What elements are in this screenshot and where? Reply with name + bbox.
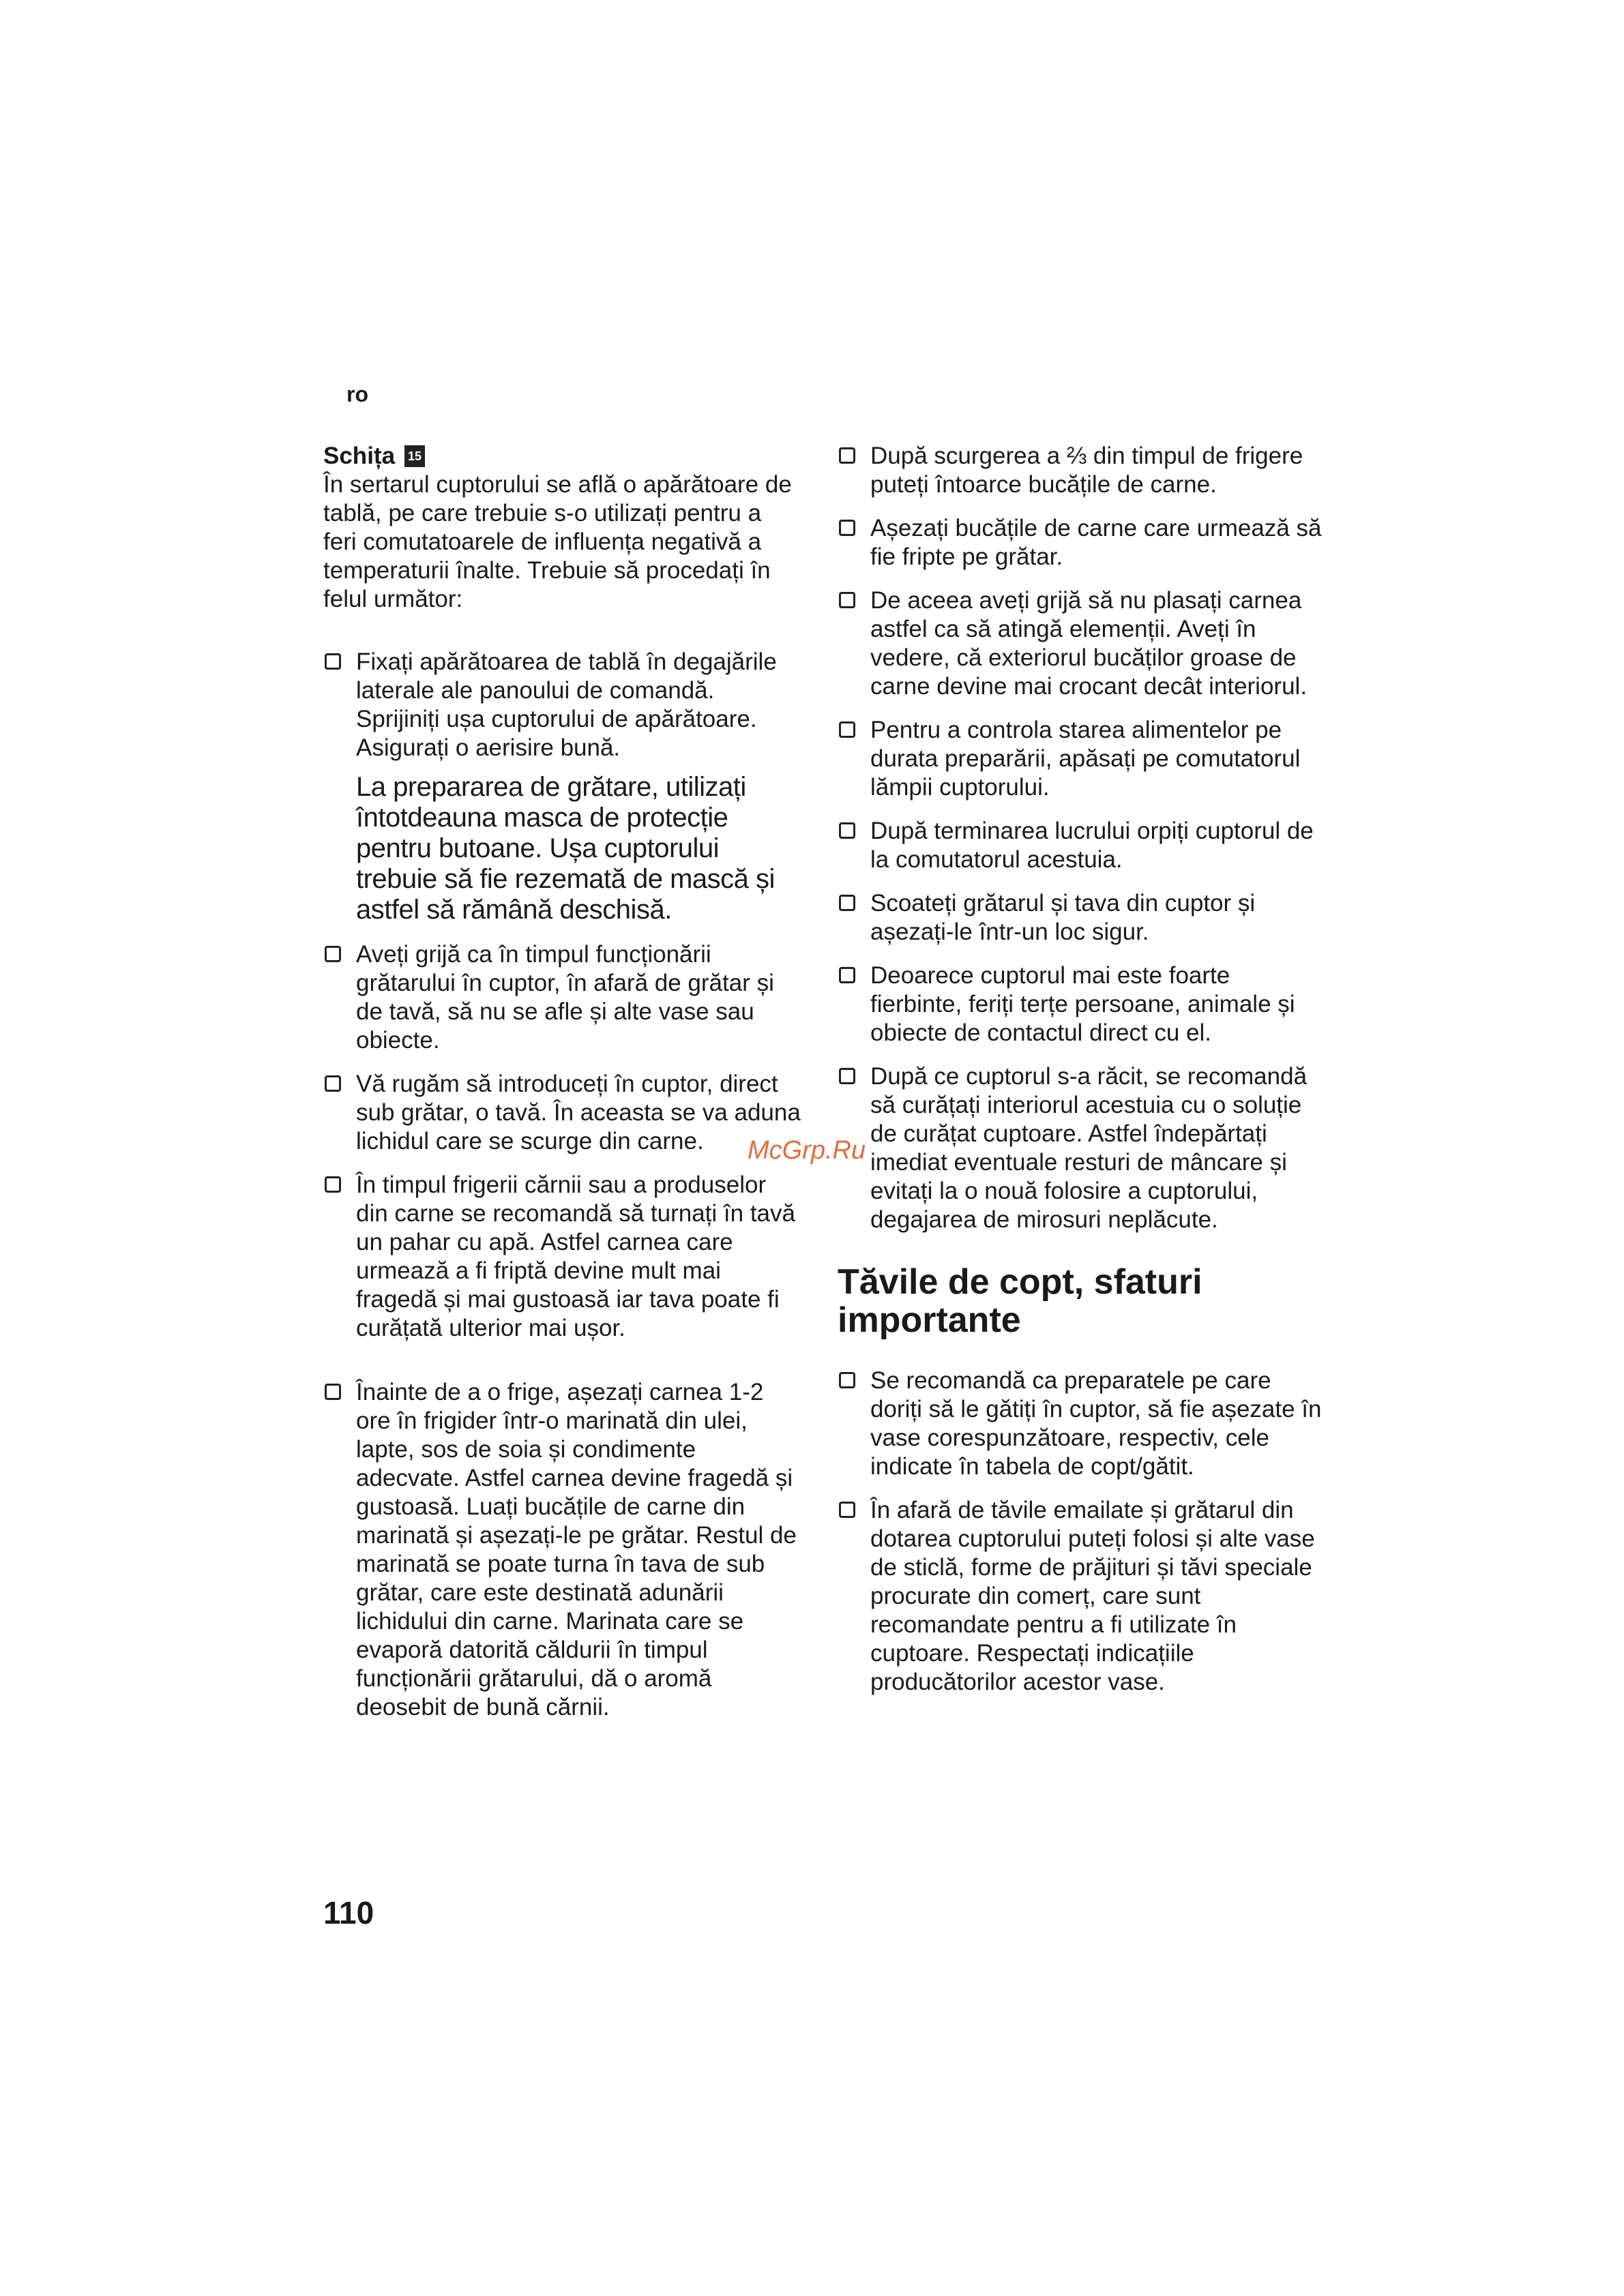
list-item: [323, 1171, 801, 1343]
item-text: Înainte de a o frige, așezați carnea 1-2 ore în frigider într-o marinată din ulei, lapte, sos de soia și condimente adecvate. Astfel carnea devine fragedă și gustoasă. Luați bucățile de carne din marinată și așezați-le pe grătar. Restul de marinată se poate turna în tava de sub grătar, care este destinată adunării lichidului din carne. Marinata care se evaporă datorită căldurii în timpul funcționării grătarului, dă o aromă deosebit de bună cărnii.: [356, 1379, 797, 1720]
list-item: [838, 586, 1323, 701]
heading-text: Schița: [323, 443, 396, 469]
checkbox-bullet-icon: [839, 822, 855, 839]
list-item: [323, 648, 801, 925]
item-text: Scoateți grătarul și tava din cuptor și așezați-le într-un loc sigur.: [870, 890, 1256, 945]
checkbox-bullet-icon: [839, 1068, 855, 1084]
item-text: De aceea aveți grijă să nu plasați carnea astfel ca să atingă elemenții. Aveți în vedere, că exteriorul bucăților groase de carne devine mai crocant decât interiorul.: [870, 587, 1308, 700]
item-text: Fixați apărătoarea de tablă în degajările laterale ale panoului de comandă. Sprijiniți ușa cuptorului de apărătoare.: [356, 648, 777, 732]
checkbox-bullet-icon: [839, 592, 855, 608]
item-text: În timpul frigerii cărnii sau a produselor din carne se recomandă să turnați în tavă un pahar cu apă. Astfel carnea care urmează a fi friptă devine mult mai fragedă și mai gustoasă iar tava poate fi curățată ulterior mai ușor.: [356, 1172, 795, 1341]
item-text: Așezați bucățile de carne care urmează să fie fripte pe grătar.: [870, 515, 1322, 570]
list-item: [838, 817, 1323, 874]
left-column: [323, 442, 801, 1737]
section-heading-schita: [323, 442, 801, 471]
list-item: [838, 1367, 1323, 1481]
checkbox-bullet-icon: [839, 895, 855, 911]
item-text: După terminarea lucrului orpiți cuptorul de la comutatorul acestuia.: [870, 818, 1314, 873]
list-item: [323, 940, 801, 1055]
page-number: 110: [323, 1895, 374, 1930]
item-text: Vă rugăm să introduceți în cuptor, direct sub grătar, o tavă. În aceasta se va aduna lichidul care se scurge din carne.: [356, 1071, 801, 1154]
figure-ref-badge: 15: [404, 445, 425, 467]
item-text: Aveți grijă ca în timpul funcționării grătarului în cuptor, în afară de grătar și de tavă, să nu se afle și alte vase sau obiecte.: [356, 941, 774, 1054]
section-title-tavile: Tăvile de copt, sfaturi importante: [838, 1262, 1202, 1340]
item-text: În afară de tăvile emailate și grătarul din dotarea cuptorului puteți folosi și alte vase de sticlă, forme de prăjituri și tăvi speciale procurate din comerț, care sunt recomandate pentru a fi utilizate în cuptoare. Respectați indicațiile producătorilor acestor vase.: [870, 1497, 1315, 1695]
warning-text: La prepararea de grătare, utilizați întotdeauna masca de protecție pentru butoane. Ușa cuptorului trebuie să fie rezemată de mască și astfel să rămână deschisă.: [356, 772, 775, 925]
checkbox-bullet-icon: [839, 1502, 855, 1518]
list-item: [838, 889, 1323, 946]
checkbox-bullet-icon: [325, 1384, 341, 1400]
checkbox-bullet-icon: [839, 721, 855, 738]
right-column: [838, 442, 1323, 1712]
item-text: După scurgerea a ⅔ din timpul de frigere puteți întoarce bucățile de carne.: [870, 443, 1303, 498]
item-text: Deoarece cuptorul mai este foarte fierbinte, feriți terțe persoane, animale și obiecte de contactul direct cu el.: [870, 962, 1295, 1046]
item-extra-text: Asigurați o aerisire bună.: [356, 734, 621, 761]
item-text: Pentru a controla starea alimentelor pe durata preparării, apăsați pe comutatorul lămpii cuptorului.: [870, 717, 1301, 801]
list-item: [838, 1496, 1323, 1697]
item-text: Se recomandă ca preparatele pe care doriți să le gătiți în cuptor, să fie așezate în vase corespunzătoare, respectiv, cele indicate în tabela de copt/gătit.: [870, 1367, 1322, 1480]
list-item: [323, 1378, 801, 1722]
checkbox-bullet-icon: [839, 1372, 855, 1388]
item-text: După ce cuptorul s-a răcit, se recomandă să curățați interiorul acestuia cu o soluție de curățat cuptoare. Astfel îndepărtați imediat eventuale resturi de mâncare și evitați la o nouă folosire a cuptorului, degajarea de mirosuri neplăcute.: [870, 1063, 1308, 1233]
checkbox-bullet-icon: [839, 520, 855, 536]
watermark: McGrp.Ru: [748, 1136, 866, 1165]
list-item: [838, 961, 1323, 1047]
list-item: [838, 442, 1323, 499]
intro-paragraph: În sertarul cuptorului se află o apărătoare de tablă, pe care trebuie s-o utilizați pentru a feri comutatoarele de influența negativă a temperaturii înalte. Trebuie să procedați în felul următor:: [323, 471, 792, 612]
list-item: [838, 716, 1323, 802]
list-item: [838, 1062, 1323, 1234]
language-code: ro: [346, 382, 368, 406]
checkbox-bullet-icon: [325, 946, 341, 962]
checkbox-bullet-icon: [325, 653, 341, 670]
checkbox-bullet-icon: [325, 1176, 341, 1193]
checkbox-bullet-icon: [839, 967, 855, 983]
list-item: [838, 514, 1323, 571]
list-item: [323, 1070, 801, 1156]
checkbox-bullet-icon: [325, 1075, 341, 1092]
checkbox-bullet-icon: [839, 447, 855, 464]
